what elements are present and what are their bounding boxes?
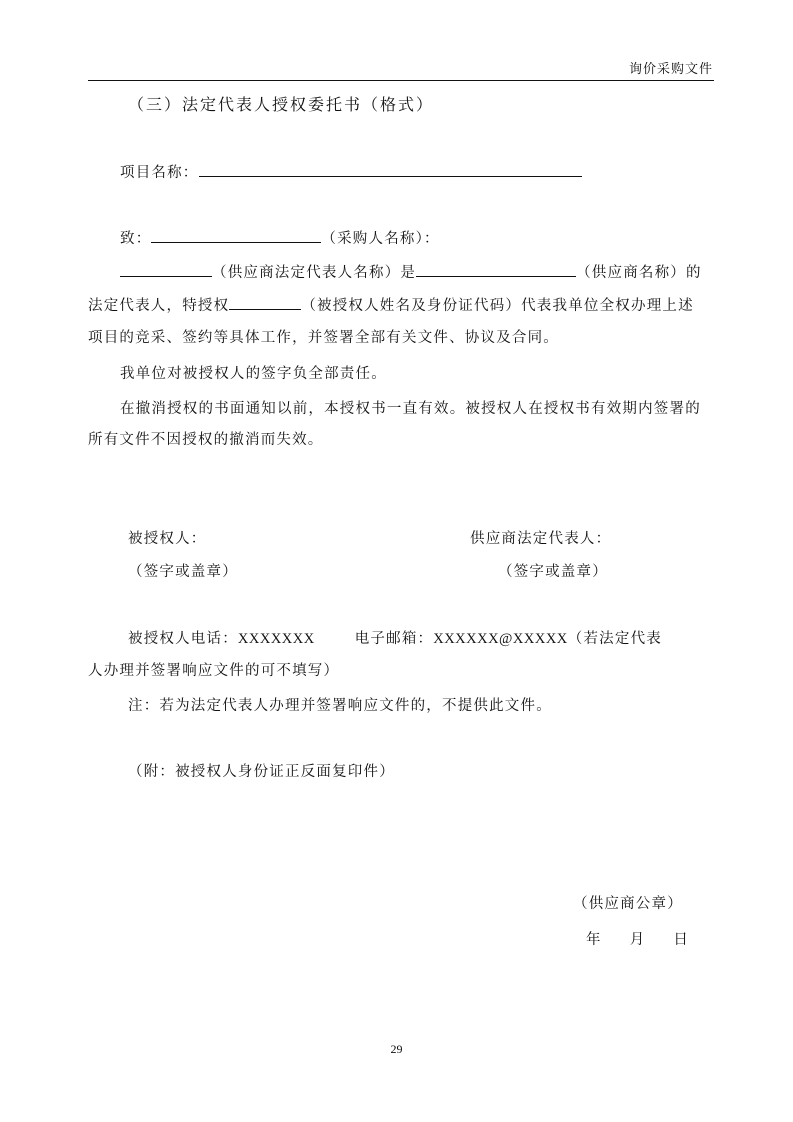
supplier-name-blank[interactable] [416,261,576,277]
page-number: 29 [390,1042,403,1056]
rep-name-blank[interactable] [120,261,212,277]
contact-note-b: 人办理并签署响应文件的可不填写） [88,663,340,679]
project-name-blank[interactable] [199,161,582,177]
header-rule [88,80,714,81]
email-label: 电子邮箱： [354,631,434,647]
project-name-label: 项目名称： [120,165,199,181]
supplier-name-hint: （供应商名称）的 [576,265,702,281]
legal-rep-sign-note: （签字或盖章） [498,564,608,580]
page-title: （三）法定代表人授权委托书（格式） [128,95,435,114]
date-day: 日 [673,932,690,948]
para1-line2-a: 法定代表人，特授权 [88,298,230,314]
para3-line1: 在撤消授权的书面通知以前，本授权书一直有效。被授权人在授权书有效期内签署的 [120,401,701,417]
supplier-seal-label: （供应商公章） [573,896,683,912]
attachment-note: （附：被授权人身份证正反面复印件） [128,764,395,780]
date-row [586,928,689,949]
para1-line2-b: （被授权人姓名及身份证代码）代表我单位全权办理上述 [301,298,694,314]
contact-row [128,627,662,648]
purchaser-hint: （采购人名称）： [321,231,440,247]
to-row [120,227,440,248]
authorized-person-label: 被授权人： [128,531,207,547]
purchaser-name-blank[interactable] [151,227,321,243]
date-year: 年 [586,932,602,948]
email-value: XXXXXX@XXXXX [433,631,568,647]
authorized-name-blank[interactable] [229,294,301,310]
para1-line1 [120,261,702,282]
header-doc-type: 询价采购文件 [628,62,713,77]
rep-name-hint: （供应商法定代表人名称）是 [212,265,417,281]
date-month: 月 [629,932,646,948]
contact-note-a: （若法定代表 [567,631,662,647]
authorized-person-sign-note: （签字或盖章） [128,564,238,580]
note-text: 注：若为法定代表人办理并签署响应文件的，不提供此文件。 [128,698,552,714]
phone-label: 被授权人电话： [128,631,238,647]
para2: 我单位对被授权人的签字负全部责任。 [120,366,387,382]
para3-line2: 所有文件不因授权的撤消而失效。 [88,432,324,448]
phone-value: XXXXXXX [237,631,315,647]
to-label: 致： [120,231,152,247]
project-name-row [120,161,582,182]
para1-line2 [88,294,694,315]
legal-rep-label: 供应商法定代表人： [470,531,612,547]
para1-line3: 项目的竞采、签约等具体工作，并签署全部有关文件、协议及合同。 [88,330,559,346]
